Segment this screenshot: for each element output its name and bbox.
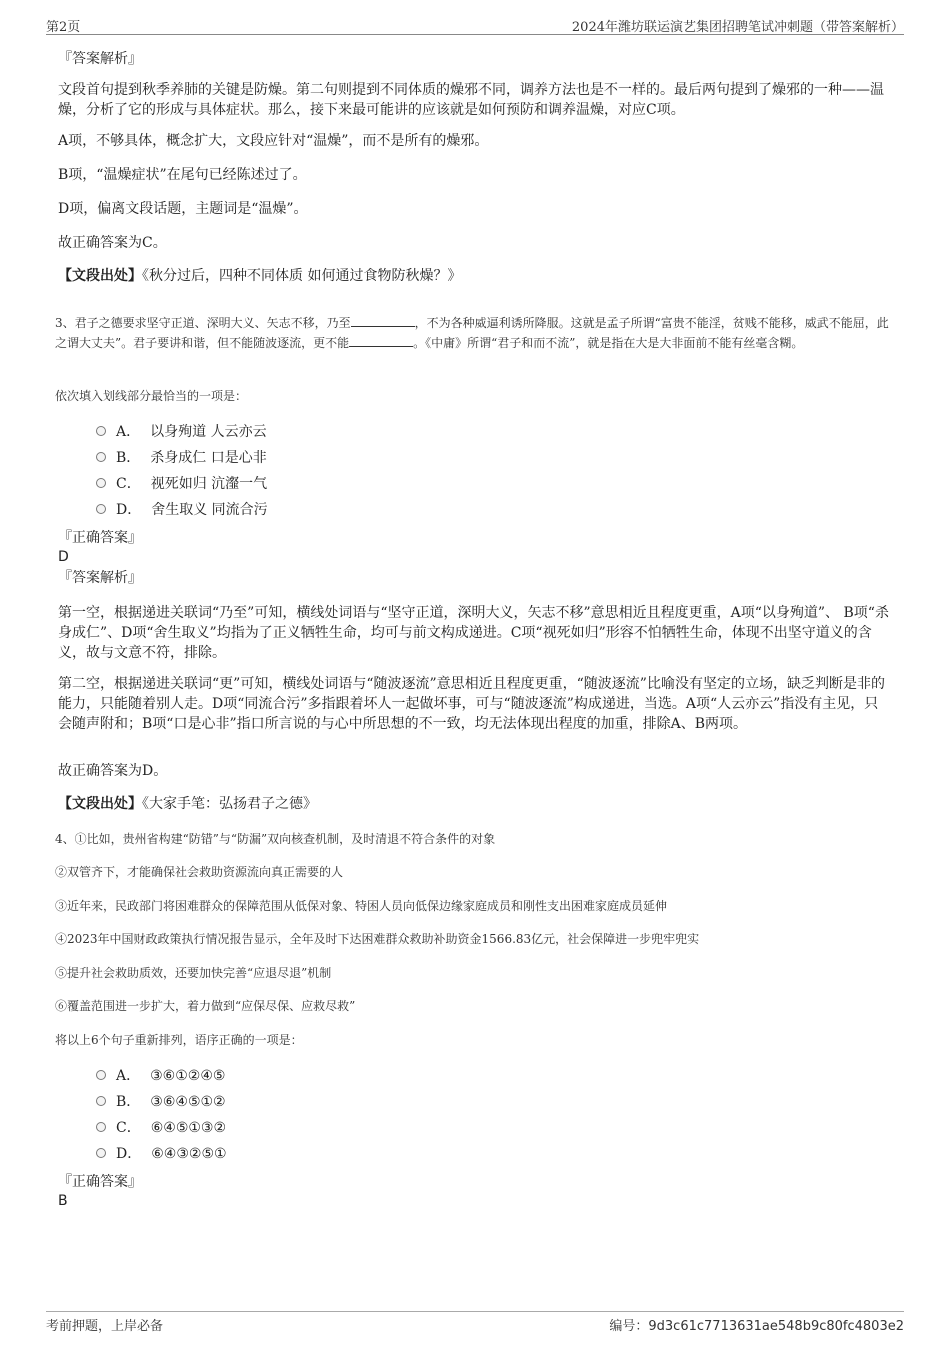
- q3-analysis-paragraph-1: 第一空，根据递进关联词“乃至”可知，横线处词语与“坚守正道，深明大义，矢志不移”意思相近且程度更重，A项“以身殉道”、 B项“杀身成仁”、D项“舍生取义”均指为了正义牺牲生命，均可与前文构成递进。C项“视死如归”形容不怕牺牲生命，体现不出坚守道义的含义，故与文意不符，排除。: [58, 605, 889, 661]
- q4-sentence-4: ④2023年中国财政政策执行情况报告显示，全年及时下达困难群众救助补助资金1566.83亿元，社会保障进一步兜牢兜实: [55, 932, 700, 946]
- radio-icon[interactable]: [96, 1096, 106, 1106]
- q2-analysis-option-a: A项，不够具体，概念扩大，文段应针对“温燥”，而不是所有的燥邪。: [58, 133, 489, 149]
- q4-sentence-5: ⑤提升社会救助质效，还要加快完善“应退尽退”机制: [55, 966, 332, 980]
- q3-analysis-paragraph-2: 第二空，根据递进关联词“更”可知，横线处词语与“随波逐流”意思相近且程度更重，“随波逐流”比喻没有坚定的立场，缺乏判断是非的能力，只能随着别人走。D项“同流合污”多指跟着坏人一起做坏事，可与“随波逐流”构成递进，当选。A项“人云亦云”指没有主见，只会随声附和；B项“口是心非”指口所言说的与心中所思想的不一致，均无法体现出程度的加重，排除A、B两项。: [58, 676, 885, 732]
- radio-icon[interactable]: [96, 452, 106, 462]
- radio-icon[interactable]: [96, 1070, 106, 1080]
- q3-answer: D: [58, 549, 69, 565]
- radio-icon[interactable]: [96, 1148, 106, 1158]
- q3-stem-part1: 3、君子之德要求坚守正道、深明大义、矢志不移，乃至: [55, 316, 351, 330]
- q4-prompt: 将以上6个句子重新排列，语序正确的一项是：: [55, 1033, 303, 1047]
- footer-code-value: 9d3c61c7713631ae548b9c80fc4803e2: [648, 1319, 904, 1334]
- q3-answer-label: 『正确答案』: [58, 530, 142, 546]
- q3-blank-2: [349, 334, 413, 347]
- q3-analysis-label: 『答案解析』: [58, 570, 142, 586]
- q4-option-a[interactable]: A． ③⑥①②④⑤: [96, 1066, 225, 1086]
- q3-option-c[interactable]: C． 视死如归 沆瀣一气: [96, 474, 267, 494]
- radio-icon[interactable]: [96, 426, 106, 436]
- q3-source-label: 【文段出处】: [58, 796, 142, 812]
- q4-option-d[interactable]: D． ⑥④③②⑤①: [96, 1144, 227, 1164]
- page-number: 第2页: [46, 20, 81, 35]
- q4-sentence-3: ③近年来，民政部门将困难群众的保障范围从低保对象、特困人员向低保边缘家庭成员和刚性支出困难家庭成员延伸: [55, 899, 668, 913]
- radio-icon[interactable]: [96, 478, 106, 488]
- q2-source-title: 《秋分过后，四种不同体质 如何通过食物防秋燥？》: [142, 268, 462, 284]
- footer-code-label: 编号：: [609, 1319, 649, 1334]
- page-footer: [46, 1311, 904, 1336]
- page-header: [46, 14, 904, 35]
- q3-stem: [55, 313, 897, 353]
- q3-stem-part3: 。《中庸》所谓“君子和而不流”，就是指在大是大非面前不能有丝毫含糊。: [413, 336, 804, 350]
- q3-blank-1: [351, 314, 415, 327]
- q3-source: [58, 794, 317, 814]
- footer-slogan: 考前押题，上岸必备: [46, 1319, 164, 1334]
- q2-analysis-label: 『答案解析』: [58, 51, 142, 67]
- q2-analysis-paragraph: 文段首句提到秋季养肺的关键是防燥。第二句则提到不同体质的燥邪不同，调养方法也是不一样的。最后两句提到了燥邪的一种——温燥，分析了它的形成与具体症状。那么，接下来最可能讲的应该就是如何预防和调养温燥，对应C项。: [58, 82, 884, 118]
- q3-option-d[interactable]: D． 舍生取义 同流合污: [96, 500, 268, 520]
- q2-conclusion: 故正确答案为C。: [58, 235, 167, 251]
- q3-source-title: 《大家手笔：弘扬君子之德》: [142, 796, 317, 812]
- q3-stem-part2: ，不为各种威逼利诱所降服。这就是孟子所谓“富贵不能淫，贫贱不能移，威武不能屈，此之谓大丈夫”。君子要讲和谐，但不能随波逐流，更不能: [55, 316, 889, 350]
- q4-option-b[interactable]: B． ③⑥④⑤①②: [96, 1092, 226, 1112]
- document-title: 2024年潍坊联运演艺集团招聘笔试冲刺题（带答案解析）: [571, 20, 904, 35]
- q2-analysis-option-d: D项，偏离文段话题，主题词是“温燥”。: [58, 201, 308, 217]
- q4-sentence-6: ⑥覆盖范围进一步扩大，着力做到“应保尽保、应救尽救”: [55, 999, 356, 1013]
- q4-answer: B: [58, 1193, 68, 1209]
- q2-source-label: 【文段出处】: [58, 268, 142, 284]
- q2-analysis-option-b: B项，“温燥症状”在尾句已经陈述过了。: [58, 167, 307, 183]
- q3-option-b[interactable]: B． 杀身成仁 口是心非: [96, 448, 267, 468]
- q4-option-c[interactable]: C． ⑥④⑤①③②: [96, 1118, 226, 1138]
- q4-sentence-1: 4、①比如，贵州省构建“防错”与“防漏”双向核查机制，及时清退不符合条件的对象: [55, 832, 496, 846]
- q2-source: [58, 266, 461, 286]
- q4-answer-label: 『正确答案』: [58, 1174, 142, 1190]
- q3-prompt: 依次填入划线部分最恰当的一项是：: [55, 389, 248, 403]
- radio-icon[interactable]: [96, 504, 106, 514]
- footer-code: [609, 1315, 904, 1334]
- q4-sentence-2: ②双管齐下，才能确保社会救助资源流向真正需要的人: [55, 865, 344, 879]
- q3-conclusion: 故正确答案为D。: [58, 763, 168, 779]
- q3-option-a[interactable]: A． 以身殉道 人云亦云: [96, 422, 267, 442]
- radio-icon[interactable]: [96, 1122, 106, 1132]
